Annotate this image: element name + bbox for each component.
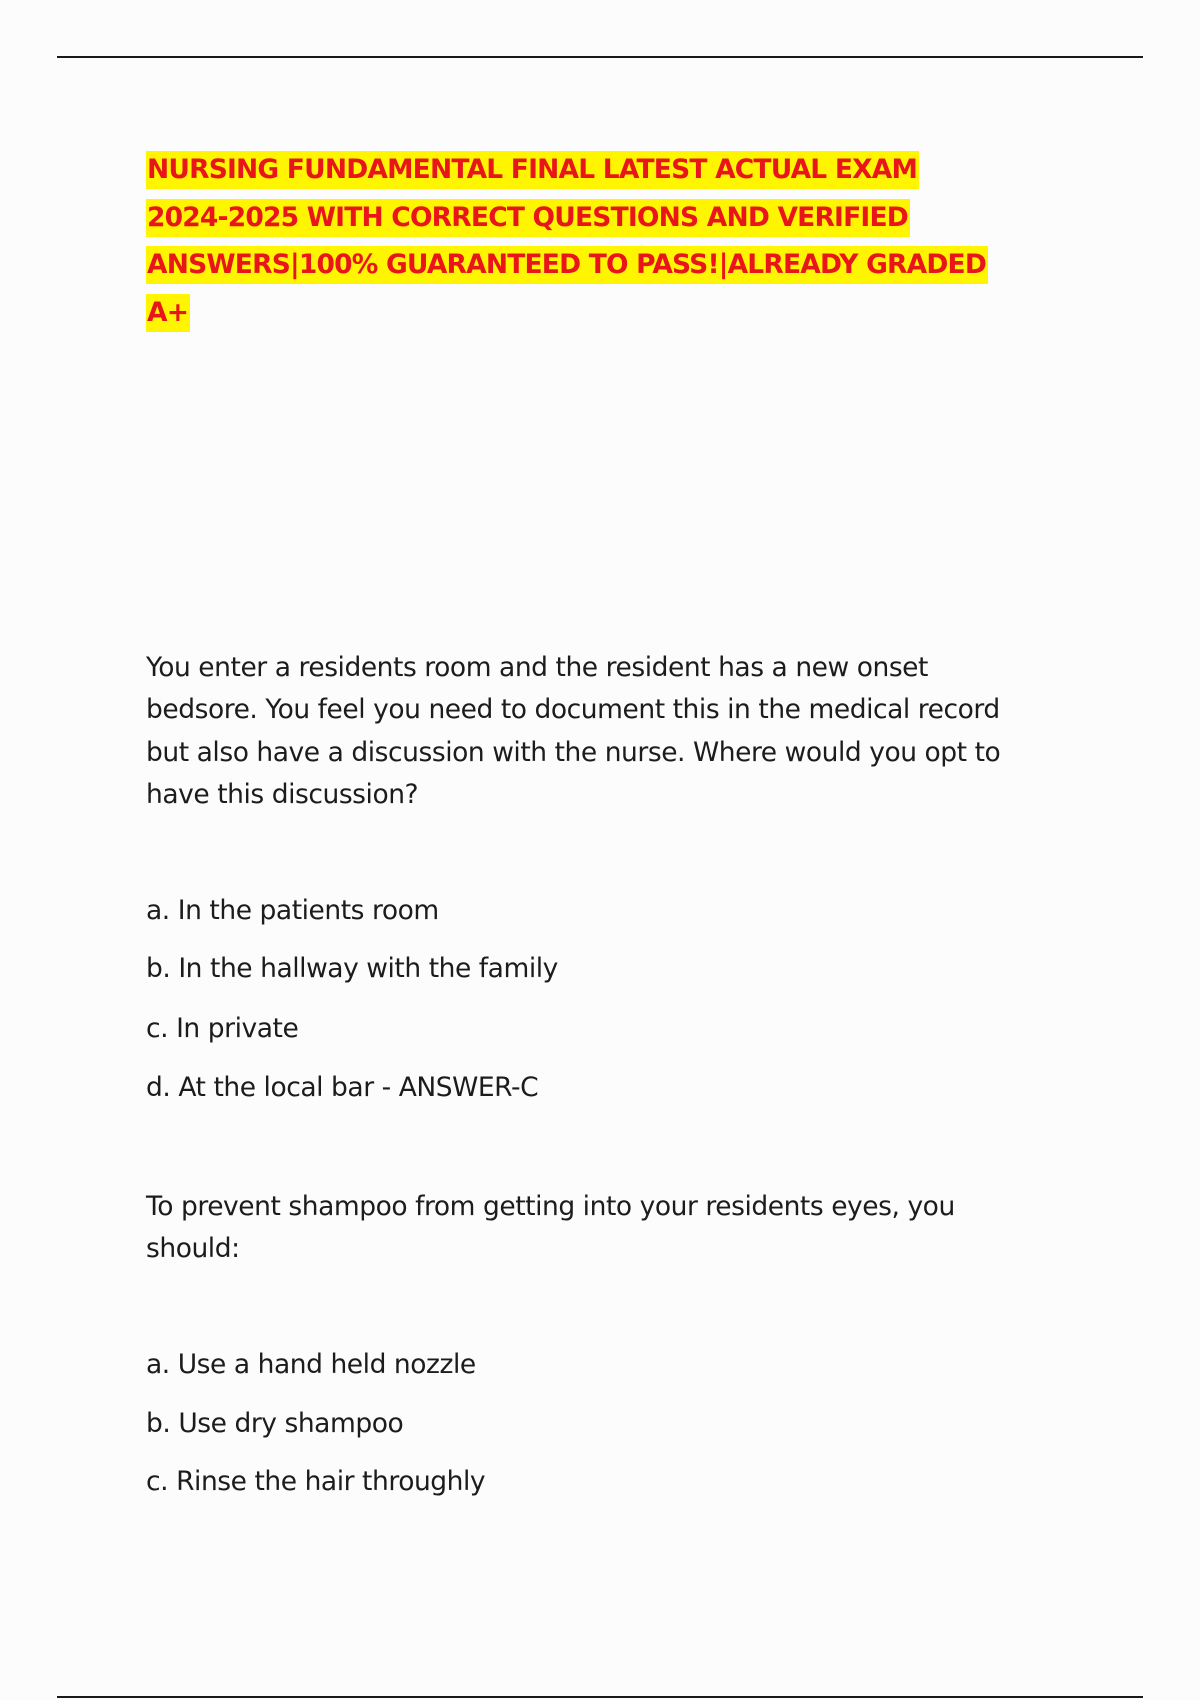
title-line: A+ xyxy=(146,294,190,332)
question-2-option-b: b. Use dry shampoo xyxy=(146,1408,404,1439)
question-line: should: xyxy=(146,1233,240,1265)
question-1-option-d-answer: d. At the local bar - ANSWER-C xyxy=(146,1072,539,1103)
title-line: NURSING FUNDAMENTAL FINAL LATEST ACTUAL EXAM xyxy=(146,151,919,189)
question-line: but also have a discussion with the nurse. Where would you opt to xyxy=(146,736,1001,768)
question-line: have this discussion? xyxy=(146,778,419,810)
header-rule xyxy=(57,56,1143,58)
title-line: 2024-2025 WITH CORRECT QUESTIONS AND VERIFIED xyxy=(146,199,910,237)
document-title xyxy=(146,146,1086,336)
footer-rule xyxy=(57,1696,1143,1698)
question-1-option-b: b. In the hallway with the family xyxy=(146,953,558,984)
question-2-option-c: c. Rinse the hair throughly xyxy=(146,1466,486,1497)
question-1-option-c: c. In private xyxy=(146,1013,299,1044)
question-1-text xyxy=(146,647,1046,816)
title-line: ANSWERS|100% GUARANTEED TO PASS!|ALREADY GRADED xyxy=(146,246,988,284)
question-2-text xyxy=(146,1186,1046,1271)
question-line: bedsore. You feel you need to document this in the medical record xyxy=(146,694,1000,726)
question-2-option-a: a. Use a hand held nozzle xyxy=(146,1349,476,1380)
question-line: To prevent shampoo from getting into your residents eyes, you xyxy=(146,1191,955,1222)
question-1-option-a: a. In the patients room xyxy=(146,895,439,926)
question-line: You enter a residents room and the resident has a new onset xyxy=(146,652,928,683)
